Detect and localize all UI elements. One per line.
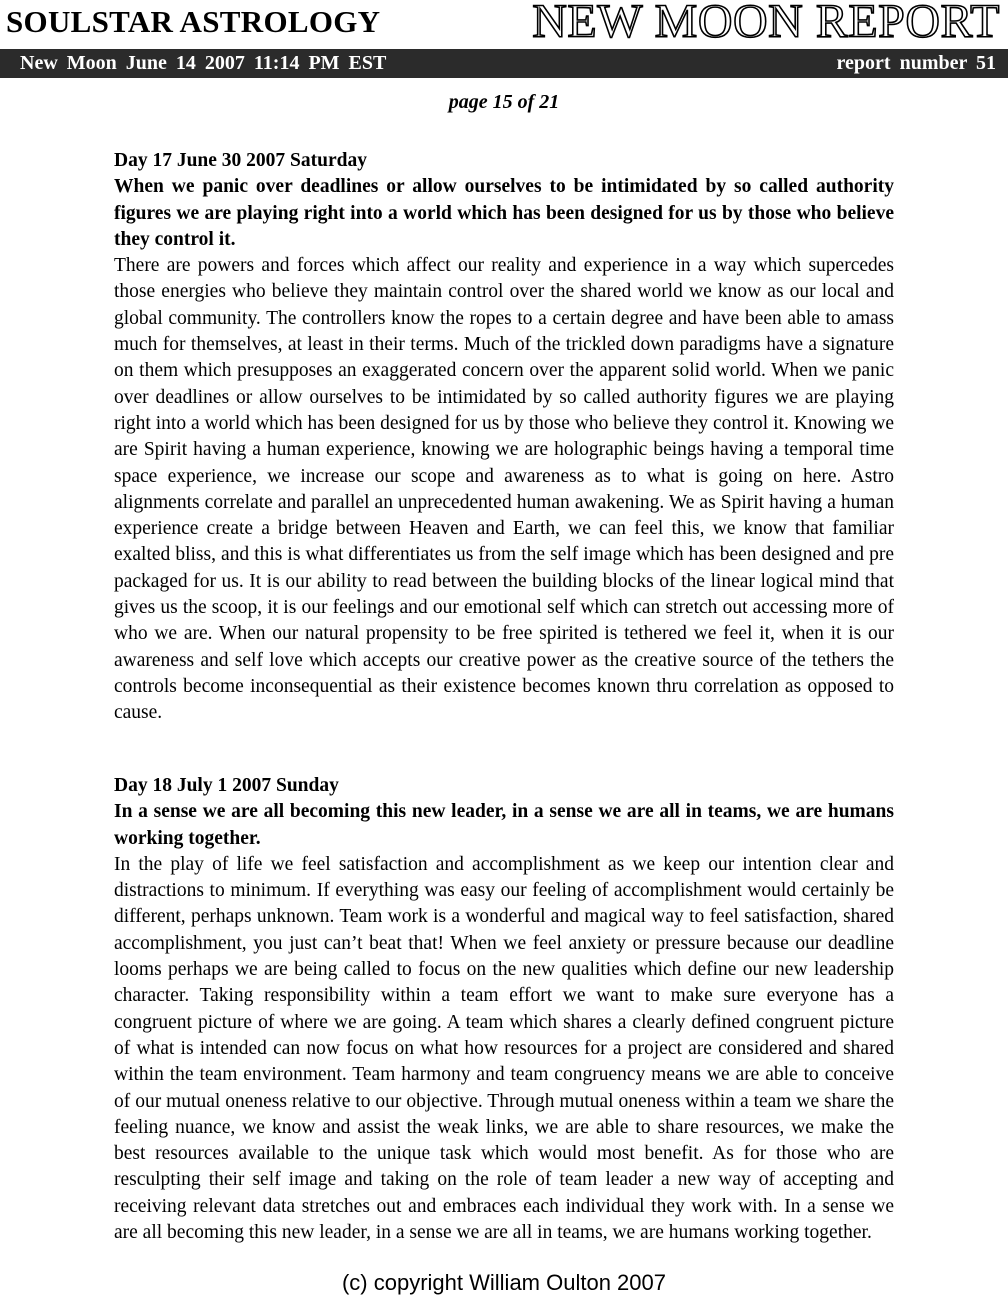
day-body: There are powers and forces which affect our reality and experience in a way which supercedes those energies who believe they maintain control over the shared world we know as our local and global community. The controllers know the ropes to a certain degree and have been able to amass much for themselves, at least in their terms. Much of the trickled down paradigms have a signature on them which presupposes an exaggerated concern over the apparent solid world. When we panic over deadlines or allow ourselves to be intimidated by so called authority figures we are playing right into a world which has been designed for us by those who believe they control it. Knowing we are Spirit having a human experience, knowing we are holographic beings having a temporal time space experience, we increase our scope and awareness as to what is going on here. Astro alignments correlate and parallel an unprecedented human awakening. We as Spirit having a human experience create a bridge between Heaven and Earth, we can feel this, we know that familiar exalted bliss, and this is what differentiates us from the self image which has been designed and pre packaged for us. It is our ability to read between the building blocks of the linear logical mind that gives us the scoop, it is our feelings and our emotional self which can stretch out accessing more of who we are. When our natural propensity to be free spirited is tethered we feel it, when it is our awareness and self love which accepts our creative power as the creative source of the tethers the controls become inconsequential as their existence becomes known thru correlation as opposed to cause. bbox=[114, 255, 894, 724]
day-lead: In a sense we are all becoming this new leader, in a sense we are all in teams, we are humans working together. bbox=[114, 801, 894, 849]
day-heading: Day 18 July 1 2007 Sunday bbox=[114, 775, 339, 796]
day-lead: When we panic over deadlines or allow ourselves to be intimidated by so called authority figures we are playing right into a world which has been designed for us by those who believe they control it. bbox=[114, 176, 894, 250]
report-number: report number 51 bbox=[836, 52, 996, 74]
day-heading: Day 17 June 30 2007 Saturday bbox=[114, 150, 367, 171]
day-entry bbox=[114, 773, 894, 1246]
day-body: In the play of life we feel satisfaction and accomplishment as we keep our intention clear and distractions to minimum. If everything was easy our feeling of accomplishment would certainly be different, perhaps unknown. Team work is a wonderful and magical way to feel satisfaction, shared accomplishment, you just can’t beat that! When we feel anxiety or pressure because our deadline looms perhaps we are being called to focus on the new qualities which define our new leadership character. Taking responsibility within a team effort we want to make sure everyone has a congruent picture of where we are going. A team which shares a clearly defined congruent picture of what is intended can now focus on what how resources for a project are considered and shared within the team environment. Team harmony and team congruency means we are able to conceive of our mutual oneness relative to our objective. Through mutual oneness within a team we share the feeling nuance, we know and assist the weak links, we are able to share resources, we make the best resources available to the unique task which would most benefit. As for those who are resculpting their self image and taking on the role of team leader a new way of accepting and receiving relevant data stretches out and embraces each individual they work with. In a sense we are all becoming this new leader, in a sense we are all in teams, we are humans working together. bbox=[114, 853, 894, 1244]
new-moon-date: New Moon June 14 2007 11:14 PM EST bbox=[20, 52, 387, 74]
report-title: NEW MOON REPORT bbox=[532, 0, 1000, 48]
page-indicator: page 15 of 21 bbox=[448, 91, 560, 113]
header-bar bbox=[0, 49, 1008, 78]
day-entry bbox=[114, 148, 894, 727]
brand-title: SOULSTAR ASTROLOGY bbox=[6, 4, 381, 39]
copyright-notice: (c) copyright William Oulton 2007 bbox=[341, 1270, 666, 1295]
